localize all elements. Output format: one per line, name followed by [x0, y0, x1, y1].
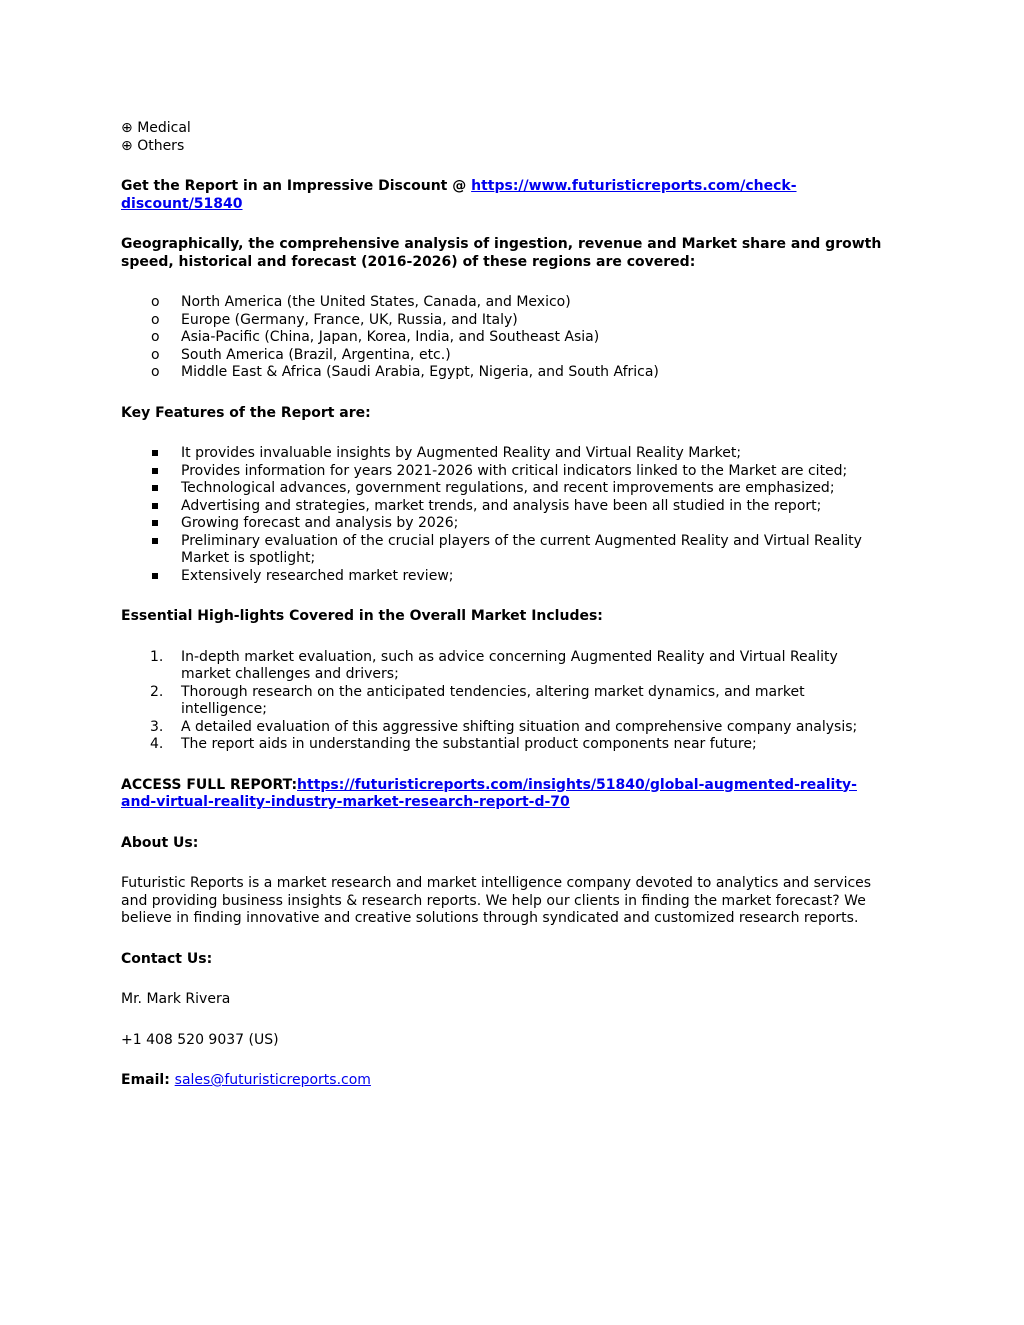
list-item: It provides invaluable insights by Augmented Reality and Virtual Reality Market; — [121, 445, 901, 463]
document-page — [121, 120, 901, 1090]
square-bullet-icon — [152, 485, 158, 491]
contact-heading: Contact Us: — [121, 950, 213, 967]
segment-list — [121, 120, 901, 155]
list-item: Technological advances, government regulations, and recent improvements are emphasized; — [121, 480, 901, 498]
circle-bullet-icon: o — [151, 346, 160, 363]
list-item: o Asia-Pacific (China, Japan, Korea, India, and Southeast Asia) — [151, 329, 600, 345]
list-item: 3. A detailed evaluation of this aggressive shifting situation and comprehensive company analysis; — [150, 718, 858, 735]
discount-link[interactable]: https://www.futuristicreports.com/check- discount/51840 — [121, 178, 797, 212]
list-item-label: Medical — [137, 120, 191, 136]
email-label: Email: — [121, 1072, 175, 1088]
access-label: ACCESS FULL REPORT: — [121, 776, 298, 793]
list-item: o North America (the United States, Canada, and Mexico) — [151, 294, 571, 310]
list-item: Provides information for years 2021-2026 with critical indicators linked to the Market are cited; — [121, 463, 901, 481]
features-list — [121, 445, 901, 585]
list-item — [121, 138, 901, 156]
geography-heading: Geographically, the comprehensive analysis of ingestion, revenue and Market share and growth speed, historical and forecast (2016-2026) of these regions are covered: — [121, 236, 882, 270]
highlights-heading: Essential High-lights Covered in the Overall Market Includes: — [121, 608, 603, 624]
list-item: Advertising and strategies, market trends, and analysis have been all studied in the report; — [121, 498, 901, 516]
square-bullet-icon — [152, 520, 158, 526]
square-bullet-icon — [152, 450, 158, 456]
region-list — [121, 294, 901, 382]
list-number: 4. — [150, 736, 164, 752]
list-number: 1. — [150, 648, 164, 665]
discount-label: Get the Report in an Impressive Discount @ — [121, 178, 472, 194]
list-number: 3. — [150, 718, 164, 735]
discount-paragraph — [121, 178, 901, 213]
circle-bullet-icon: o — [151, 364, 160, 380]
list-item: Extensively researched market review; — [121, 568, 901, 586]
list-item: Growing forecast and analysis by 2026; — [121, 515, 901, 533]
circled-plus-icon: ⊕ — [121, 120, 133, 136]
access-report-paragraph — [121, 777, 901, 812]
list-item — [121, 120, 901, 138]
list-item: o South America (Brazil, Argentina, etc.) — [151, 346, 451, 363]
square-bullet-icon — [152, 503, 158, 509]
contact-phone: +1 408 520 9037 (US) — [121, 1031, 279, 1048]
highlights-list — [121, 649, 901, 754]
circle-bullet-icon: o — [151, 329, 160, 345]
email-link[interactable]: sales@futuristicreports.com — [174, 1072, 371, 1088]
list-item: o Middle East & Africa (Saudi Arabia, Egypt, Nigeria, and South Africa) — [151, 364, 659, 380]
circle-bullet-icon: o — [151, 294, 160, 310]
list-item: Preliminary evaluation of the crucial players of the current Augmented Reality and Virtual Reality Market is spotlight; — [121, 533, 901, 568]
square-bullet-icon — [152, 573, 158, 579]
list-number: 2. — [150, 683, 164, 700]
list-item-label: Others — [137, 137, 185, 154]
about-heading: About Us: — [121, 834, 199, 851]
circle-bullet-icon: o — [151, 311, 160, 328]
circled-plus-icon: ⊕ — [121, 137, 133, 154]
full-report-link[interactable]: https://futuristicreports.com/insights/51840/global-augmented-reality- and-virtual-reality-industry-market-research-report-d-70 — [121, 776, 857, 810]
contact-name: Mr. Mark Rivera — [121, 991, 231, 1007]
square-bullet-icon — [152, 538, 158, 544]
about-paragraph: Futuristic Reports is a market research and market intelligence company devoted to analytics and services and providing business insights & research reports. We help our clients in finding the market forecast? We believe in finding innovative and creative solutions through syndicated and customized research reports. — [121, 875, 872, 926]
contact-email-line — [121, 1072, 901, 1090]
list-item: o Europe (Germany, France, UK, Russia, and Italy) — [151, 311, 518, 328]
key-features-heading: Key Features of the Report are: — [121, 404, 371, 421]
list-item: 1. In-depth market evaluation, such as advice concerning Augmented Reality and Virtual Reality market challenges and drivers; — [150, 648, 838, 682]
list-item: 4. The report aids in understanding the substantial product components near future; — [150, 736, 757, 752]
list-item: 2. Thorough research on the anticipated tendencies, altering market dynamics, and market intelligence; — [150, 683, 805, 717]
square-bullet-icon — [152, 468, 158, 474]
